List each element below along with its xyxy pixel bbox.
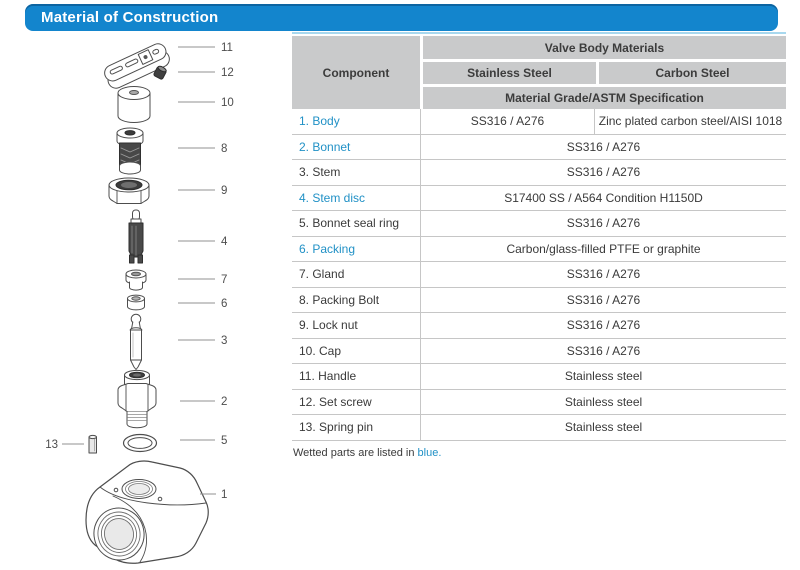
header-valve-body-materials: Valve Body Materials: [423, 36, 786, 59]
header-carbon-steel: Carbon Steel: [599, 62, 786, 84]
component-cell: 5. Bonnet seal ring: [292, 211, 421, 236]
component-cell: 13. Spring pin: [292, 415, 421, 440]
wetted-parts-note: [292, 447, 786, 459]
table-row: [292, 313, 786, 339]
table-row: [292, 135, 786, 161]
valve-exploded-diagram: [0, 0, 290, 570]
callout-9: 9: [221, 185, 228, 197]
handle-part: [102, 41, 172, 91]
material-cell: S17400 SS / A564 Condition H1150D: [504, 190, 703, 205]
packing-part: [128, 295, 145, 310]
callout-8: 8: [221, 143, 228, 155]
callout-11: 11: [221, 42, 233, 54]
table-row: [292, 339, 786, 365]
table-row: [292, 109, 786, 135]
material-cell: Stainless steel: [564, 369, 643, 384]
table-row: [292, 237, 786, 263]
bonnet-part: [118, 370, 156, 427]
component-cell: 12. Set screw: [292, 390, 421, 415]
stem-part: [130, 314, 142, 369]
material-cell: SS316 / A276: [566, 343, 641, 358]
table-row: [292, 211, 786, 237]
callout-2: 2: [221, 396, 228, 408]
material-cell: SS316 / A276: [566, 216, 641, 231]
stem-disc-part: [129, 210, 143, 263]
component-cell: 7. Gland: [292, 262, 421, 287]
table-row: [292, 390, 786, 416]
page-title: Material of Construction: [41, 9, 219, 26]
table-row: [292, 364, 786, 390]
header-component: Component: [292, 36, 420, 109]
component-cell: 9. Lock nut: [292, 313, 421, 338]
component-cell: 11. Handle: [292, 364, 421, 389]
table-header: [292, 36, 786, 109]
material-cell: Stainless steel: [564, 420, 643, 435]
component-cell: 10. Cap: [292, 339, 421, 364]
callout-6: 6: [221, 298, 228, 310]
component-cell: 2. Bonnet: [292, 135, 421, 160]
body-part: [86, 461, 208, 565]
material-cell: SS316 / A276: [566, 267, 641, 282]
callout-4: 4: [221, 236, 228, 248]
table-row: [292, 262, 786, 288]
note-highlight: blue.: [417, 446, 442, 459]
material-cell: SS316 / A276: [566, 165, 641, 180]
component-cell: 8. Packing Bolt: [292, 288, 421, 313]
lock-nut-part: [109, 178, 149, 204]
packing-bolt-part: [117, 128, 143, 174]
header-stainless-steel: Stainless Steel: [423, 62, 596, 84]
callout-3: 3: [221, 335, 228, 347]
component-cell: 1. Body: [292, 109, 421, 134]
gland-part: [126, 270, 146, 290]
material-cell: SS316 / A276: [566, 292, 641, 307]
table-row: [292, 415, 786, 441]
spring-pin-part: [89, 435, 97, 453]
materials-table: [292, 32, 786, 459]
table-row: [292, 288, 786, 314]
callout-1: 1: [221, 489, 228, 501]
callout-7: 7: [221, 274, 228, 286]
bonnet-seal-ring-part: [124, 435, 157, 452]
material-cell: Carbon/glass-filled PTFE or graphite: [506, 241, 701, 256]
material-cell: SS316 / A276: [566, 318, 641, 333]
header-material-grade: Material Grade/ASTM Specification: [423, 87, 786, 109]
callout-12: 12: [221, 67, 234, 79]
stainless-cell: SS316 / A276: [421, 109, 595, 134]
callout-5: 5: [221, 435, 228, 447]
carbon-cell: Zinc plated carbon steel/AISI 1018: [598, 114, 783, 129]
callout-13: 13: [45, 439, 58, 451]
callout-10: 10: [221, 97, 234, 109]
table-row: [292, 160, 786, 186]
component-cell: 6. Packing: [292, 237, 421, 262]
table-body: [292, 109, 786, 441]
component-cell: 4. Stem disc: [292, 186, 421, 211]
table-row: [292, 186, 786, 212]
component-cell: 3. Stem: [292, 160, 421, 185]
material-cell: SS316 / A276: [566, 139, 641, 154]
table-top-accent-line: [292, 32, 786, 34]
note-text: Wetted parts are listed in: [293, 446, 418, 459]
material-cell: Stainless steel: [564, 394, 643, 409]
cap-part: [118, 87, 150, 123]
